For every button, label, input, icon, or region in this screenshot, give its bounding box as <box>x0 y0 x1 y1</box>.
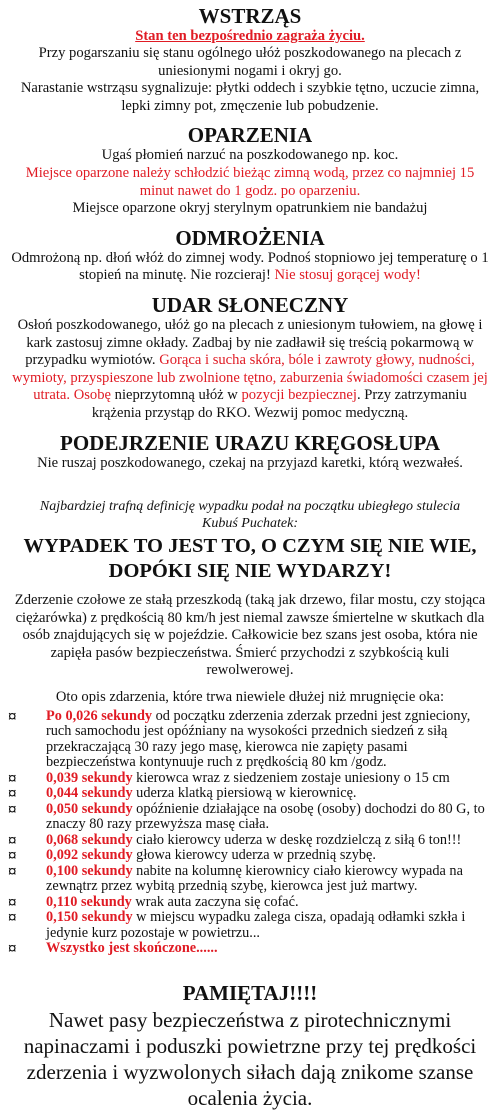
sunstroke-section <box>0 293 500 423</box>
timeline-item <box>8 768 500 788</box>
frostbite-paragraph <box>10 250 490 285</box>
bullet-icon: ¤ <box>8 799 17 819</box>
sunstroke-text-3: . Przy zatrzymaniu krążenia przystąp do RKO. Wezwij pomoc medyczną. <box>91 387 467 421</box>
bullet-icon: ¤ <box>8 908 17 928</box>
remember-text: Nawet pasy bezpieczeństwa z pirotechnicznymi napinaczami i poduszki powietrzne przy tej prędkości zderzenia i wyzwolonych siłach dają znikome szanse ocalenia życia. <box>23 1007 477 1110</box>
timeline-description: kierowca wraz z siedzeniem zostaje uniesiony o 15 cm <box>132 769 450 786</box>
bullet-icon: ¤ <box>8 861 17 881</box>
burns-paragraph-2: Miejsce oparzone należy schłodzić bieżąc zimną wodą, przez co najmniej 15 minut nawet do 1 godz. po oparzeniu. <box>25 164 475 199</box>
shock-title: WSTRZĄS <box>198 4 302 28</box>
spine-title: PODEJRZENIE URAZU KRĘGOSŁUPA <box>60 430 440 455</box>
timeline-item-text <box>46 864 500 895</box>
timeline-time: Wszystko jest skończone...... <box>46 940 218 957</box>
timeline-time: 0,050 sekundy <box>46 800 133 817</box>
frostbite-title: ODMROŻENIA <box>175 225 325 250</box>
timeline-time: 0,044 sekundy <box>46 785 133 802</box>
remember-title: PAMIĘTAJ!!!! <box>182 980 318 1005</box>
sunstroke-symptoms: Gorąca i sucha skóra, bóle i zawroty głowy, nudności, wymioty, przyspieszone lub zwolnione tętno, zaburzenia świadomości czasem jej utrata. Osobę <box>12 352 488 404</box>
quote-line-2: Kubuś Puchatek: <box>201 516 299 532</box>
timeline-description: uderza klatką piersiową w kierownicę. <box>132 785 357 802</box>
timeline-time: 0,039 sekundy <box>46 769 133 786</box>
shock-section <box>0 4 500 115</box>
timeline-item-text <box>46 910 500 941</box>
timeline-item <box>8 786 500 802</box>
timeline-item-text <box>46 802 500 833</box>
bullet-icon: ¤ <box>8 939 17 959</box>
timeline-time: 0,092 sekundy <box>46 847 133 864</box>
timeline-item-text <box>46 786 500 802</box>
timeline-description: nabite na kolumnę kierownicy ciało kierowcy wypada na zewnątrz przez wybitą przednią szybę, kierowca jest już martwy. <box>46 862 463 895</box>
crash-intro: Zderzenie czołowe ze stałą przeszkodą (taką jak drzewo, filar mostu, czy stojąca ciężarówka) z prędkością 80 km/h jest niemal zawsze śmiertelne w skutkach dla osób znajdujących się w pojeździe. Całkowicie bez szans jest osoba, która nie zapięła pasów bezpieczeństwa. Śmierć przychodzi z szybkością kuli rewolwerowej. <box>14 592 486 679</box>
burns-title: OPARZENIA <box>187 123 313 148</box>
quote-headline-1: WYPADEK TO JEST TO, O CZYM SIĘ NIE WIE, <box>23 535 477 558</box>
bullet-icon: ¤ <box>8 830 17 850</box>
timeline-description: w miejscu wypadku zalega cisza, opadają odłamki szkła i jedynie kurz pozostaje w powietrzu... <box>46 909 466 941</box>
timeline-item-text <box>46 709 500 771</box>
timeline-item <box>8 706 500 771</box>
remember-section <box>0 981 500 1111</box>
timeline-description: od początku zderzenia zderzak przedni jest zgnieciony, ruch samochodu jest opóźniany na wysokości przednich siedzeń z siłą przekraczającą 30 razy jego masę, kierowca nie zapięty pasami bezpieczeństwa kontynuuje ruch z prędkością 80 km /godz. <box>46 707 471 771</box>
timeline-description: opóźnienie działające na osobę (osoby) dochodzi do 80 G, to znaczy 80 razy przewyższa masę ciała. <box>46 800 485 833</box>
frostbite-section <box>0 226 500 285</box>
timeline-item <box>8 910 500 941</box>
bullet-icon: ¤ <box>8 892 17 912</box>
shock-paragraph-2: Narastanie wstrząsu sygnalizuje: płytki oddech i szybkie tętno, uczucie zimna, lepki zimny pot, zmęczenie lub pobudzenie. <box>20 80 480 114</box>
burns-paragraph-1: Ugaś płomień narzuć na poszkodowanego np. koc. <box>101 147 399 164</box>
bullet-icon: ¤ <box>8 768 17 788</box>
sunstroke-text-1: Osłoń poszkodowanego, ułóż go na plecach z uniesionym tułowiem, na głowę i kark zastosuj zimne okłady. Zadbaj by nie zadławił się treścią pokarmową w przypadku wymiotów. <box>17 316 483 369</box>
quote-line-1: Najbardziej trafną definicję wypadku podał na początku ubiegłego stulecia <box>39 499 461 515</box>
timeline-item <box>8 941 500 957</box>
timeline-time: 0,100 sekundy <box>46 862 133 879</box>
timeline-item-text <box>46 941 500 957</box>
crash-section <box>0 592 500 957</box>
quote-headline-2: DOPÓKI SIĘ NIE WYDARZY! <box>108 560 392 583</box>
timeline-description: wrak auta zaczyna się cofać. <box>131 893 299 910</box>
shock-subtitle: Stan ten bezpośrednio zagraża życiu. <box>135 28 365 44</box>
bullet-icon: ¤ <box>8 846 17 866</box>
burns-section <box>0 123 500 217</box>
shock-paragraph-1: Przy pogarszaniu się stanu ogólnego ułóż poszkodowanego na plecach z uniesionymi nogami i okryj go. <box>38 45 462 79</box>
sunstroke-recovery-position: pozycji bezpiecznej <box>241 387 357 404</box>
timeline-item <box>8 848 500 864</box>
spine-section <box>0 431 500 473</box>
timeline-item-text <box>46 833 500 849</box>
timeline-item-text <box>46 771 500 787</box>
timeline-item <box>8 861 500 895</box>
frostbite-warning: Nie stosuj gorącej wody! <box>274 267 421 284</box>
timeline-item <box>8 799 500 833</box>
timeline-item <box>8 892 500 912</box>
timeline-time: 0,110 sekundy <box>46 893 132 910</box>
sunstroke-paragraph <box>10 317 490 423</box>
crash-lead: Oto opis zdarzenia, które trwa niewiele dłużej niż mrugnięcie oka: <box>55 689 445 706</box>
timeline-item <box>8 830 500 850</box>
spine-paragraph: Nie ruszaj poszkodowanego, czekaj na przyjazd karetki, którą wezwałeś. <box>37 454 463 471</box>
burns-paragraph-3: Miejsce oparzone okryj sterylnym opatrunkiem nie bandażuj <box>72 200 428 217</box>
quote-section <box>0 498 500 584</box>
sunstroke-title: UDAR SŁONECZNY <box>151 292 349 317</box>
sunstroke-text-2: nieprzytomną ułóż w <box>111 387 242 404</box>
timeline-item-text <box>46 848 500 864</box>
timeline-item-text <box>46 895 500 911</box>
frostbite-text: Odmrożoną np. dłoń włóż do zimnej wody. Podnoś stopniowo jej temperaturę o 1 stopień na minutę. Nie rozcieraj! <box>11 249 489 284</box>
crash-timeline <box>8 706 500 959</box>
bullet-icon: ¤ <box>8 706 17 726</box>
timeline-time: 0,150 sekundy <box>46 909 133 926</box>
timeline-description: głowa kierowcy uderza w przednią szybę. <box>132 847 376 864</box>
bullet-icon: ¤ <box>8 784 17 804</box>
timeline-description: ciało kierowcy uderza w deskę rozdzielczą z siłą 6 ton!!! <box>132 831 462 848</box>
timeline-time: Po 0,026 sekundy <box>46 707 153 724</box>
timeline-time: 0,068 sekundy <box>46 831 133 848</box>
